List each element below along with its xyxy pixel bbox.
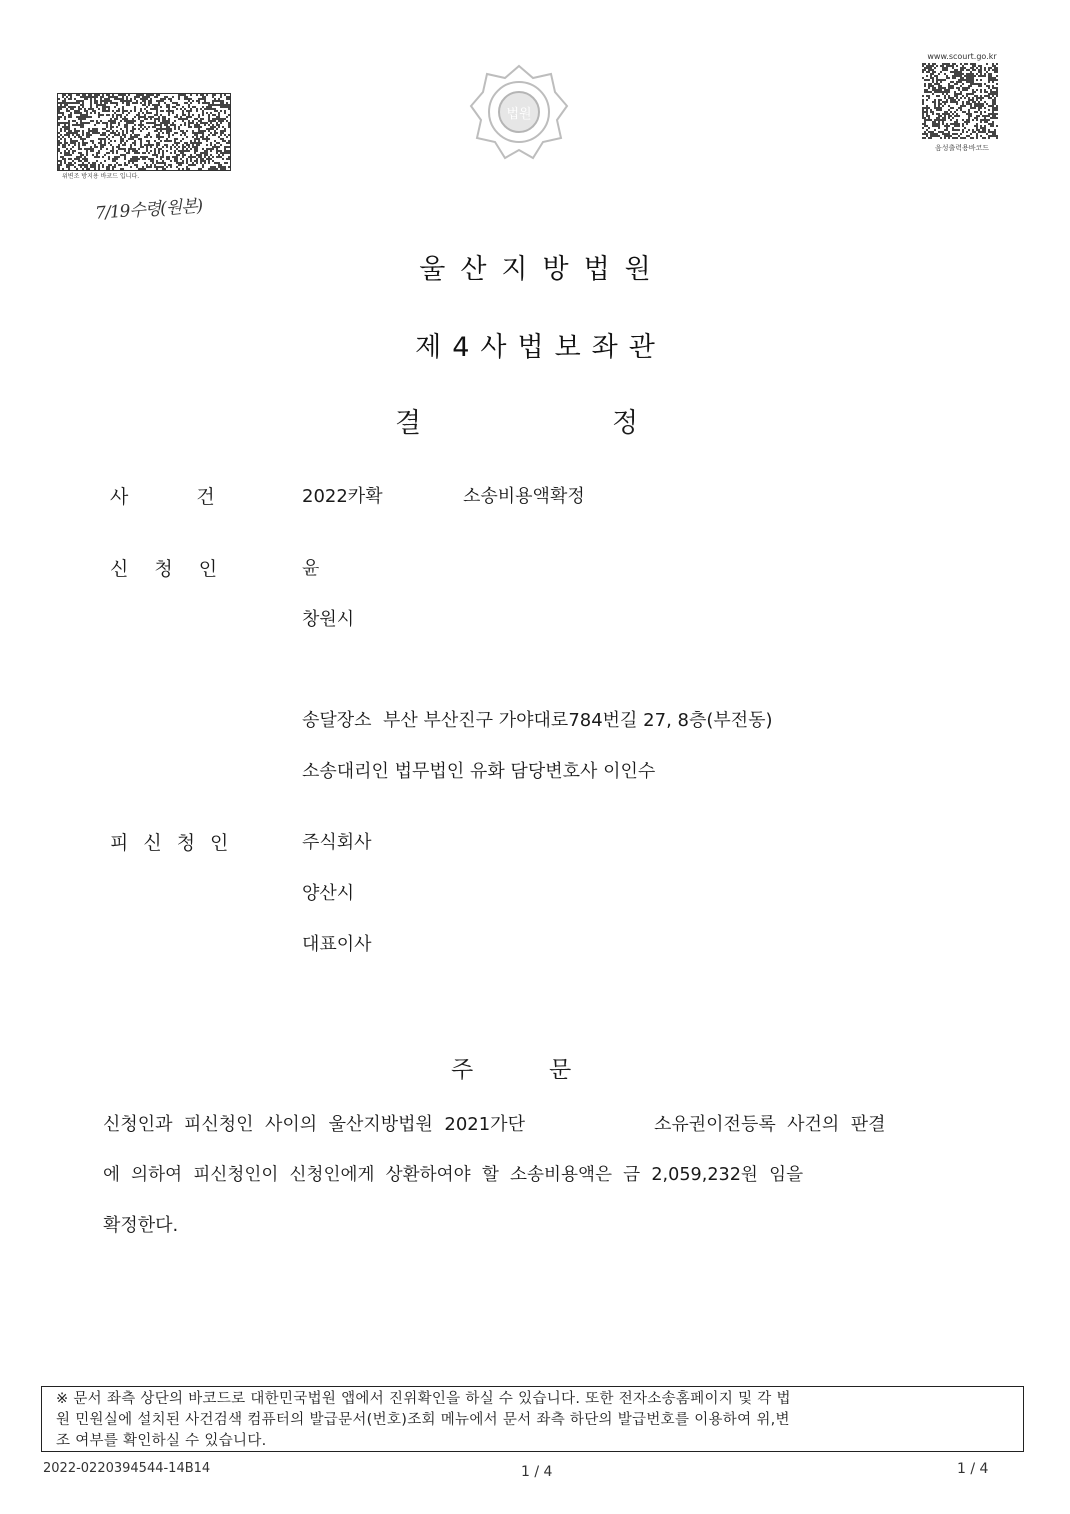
order-title-left: 주: [451, 1057, 474, 1083]
anti-forgery-caption: 위변조 방지용 바코드 입니다.: [62, 173, 140, 180]
page-number-right: 1 / 4: [957, 1461, 989, 1477]
notice-line-2: 원 민원실에 설치된 사건검색 컴퓨터의 발급문서(번호)조회 메뉴에서 문서 좌측 하단의 발급번호를 이용하여 위,변: [56, 1412, 790, 1428]
notice-line-3: 조 여부를 확인하실 수 있습니다.: [56, 1433, 267, 1449]
decision-title-right: 정: [612, 408, 639, 439]
voice-output-barcode: [922, 63, 998, 139]
verification-notice: [41, 1386, 1024, 1452]
case-label: 사건: [110, 486, 283, 508]
order-title-right: 문: [549, 1057, 572, 1083]
handwritten-receipt-note: 7/19수령(원본): [94, 196, 203, 224]
case-number: 2022카확: [302, 486, 383, 507]
court-name: 울산지방법원: [419, 254, 666, 285]
respondent-label: 피신청인: [110, 832, 244, 854]
order-line-2: 에 의하여 피신청인이 신청인에게 상환하여야 할 소송비용액은 금 2,059,232원 임을: [103, 1165, 804, 1185]
judge-title: 제4사법보좌관: [415, 332, 666, 363]
order-line-3: 확정한다.: [103, 1215, 179, 1236]
order-line-1a: 신청인과 피신청인 사이의 울산지방법원 2021가단: [103, 1114, 525, 1135]
applicant-city: 창원시: [302, 609, 355, 630]
order-line-1b: 소유권이전등록 사건의 판결: [654, 1114, 886, 1135]
site-url: www.scourt.go.kr: [927, 52, 997, 61]
page-number-center: 1 / 4: [521, 1464, 553, 1480]
case-name: 소송비용액확정: [463, 486, 585, 507]
voice-barcode-caption: 음성출력용바코드: [934, 144, 990, 152]
attorney: 소송대리인 법무법인 유화 담당변호사 이인수: [302, 761, 656, 782]
respondent-city: 양산시: [302, 883, 355, 904]
issue-number: 2022-0220394544-14B14: [43, 1461, 211, 1476]
anti-forgery-barcode: [57, 93, 231, 171]
service-address: 송달장소 부산 부산진구 가야대로784번길 27, 8층(부전동): [302, 710, 773, 731]
emblem-text: 법원: [506, 107, 532, 122]
notice-line-1: ※ 문서 좌측 상단의 바코드로 대한민국법원 앱에서 진위확인을 하실 수 있습니다. 또한 전자소송홈페이지 및 각 법: [56, 1391, 791, 1407]
decision-title-left: 결: [395, 408, 422, 439]
court-emblem-icon: [467, 62, 571, 166]
respondent-representative: 대표이사: [302, 934, 372, 955]
applicant-label: 신청인: [110, 558, 244, 580]
respondent-company: 주식회사: [302, 832, 372, 853]
applicant-name: 윤: [302, 558, 320, 579]
